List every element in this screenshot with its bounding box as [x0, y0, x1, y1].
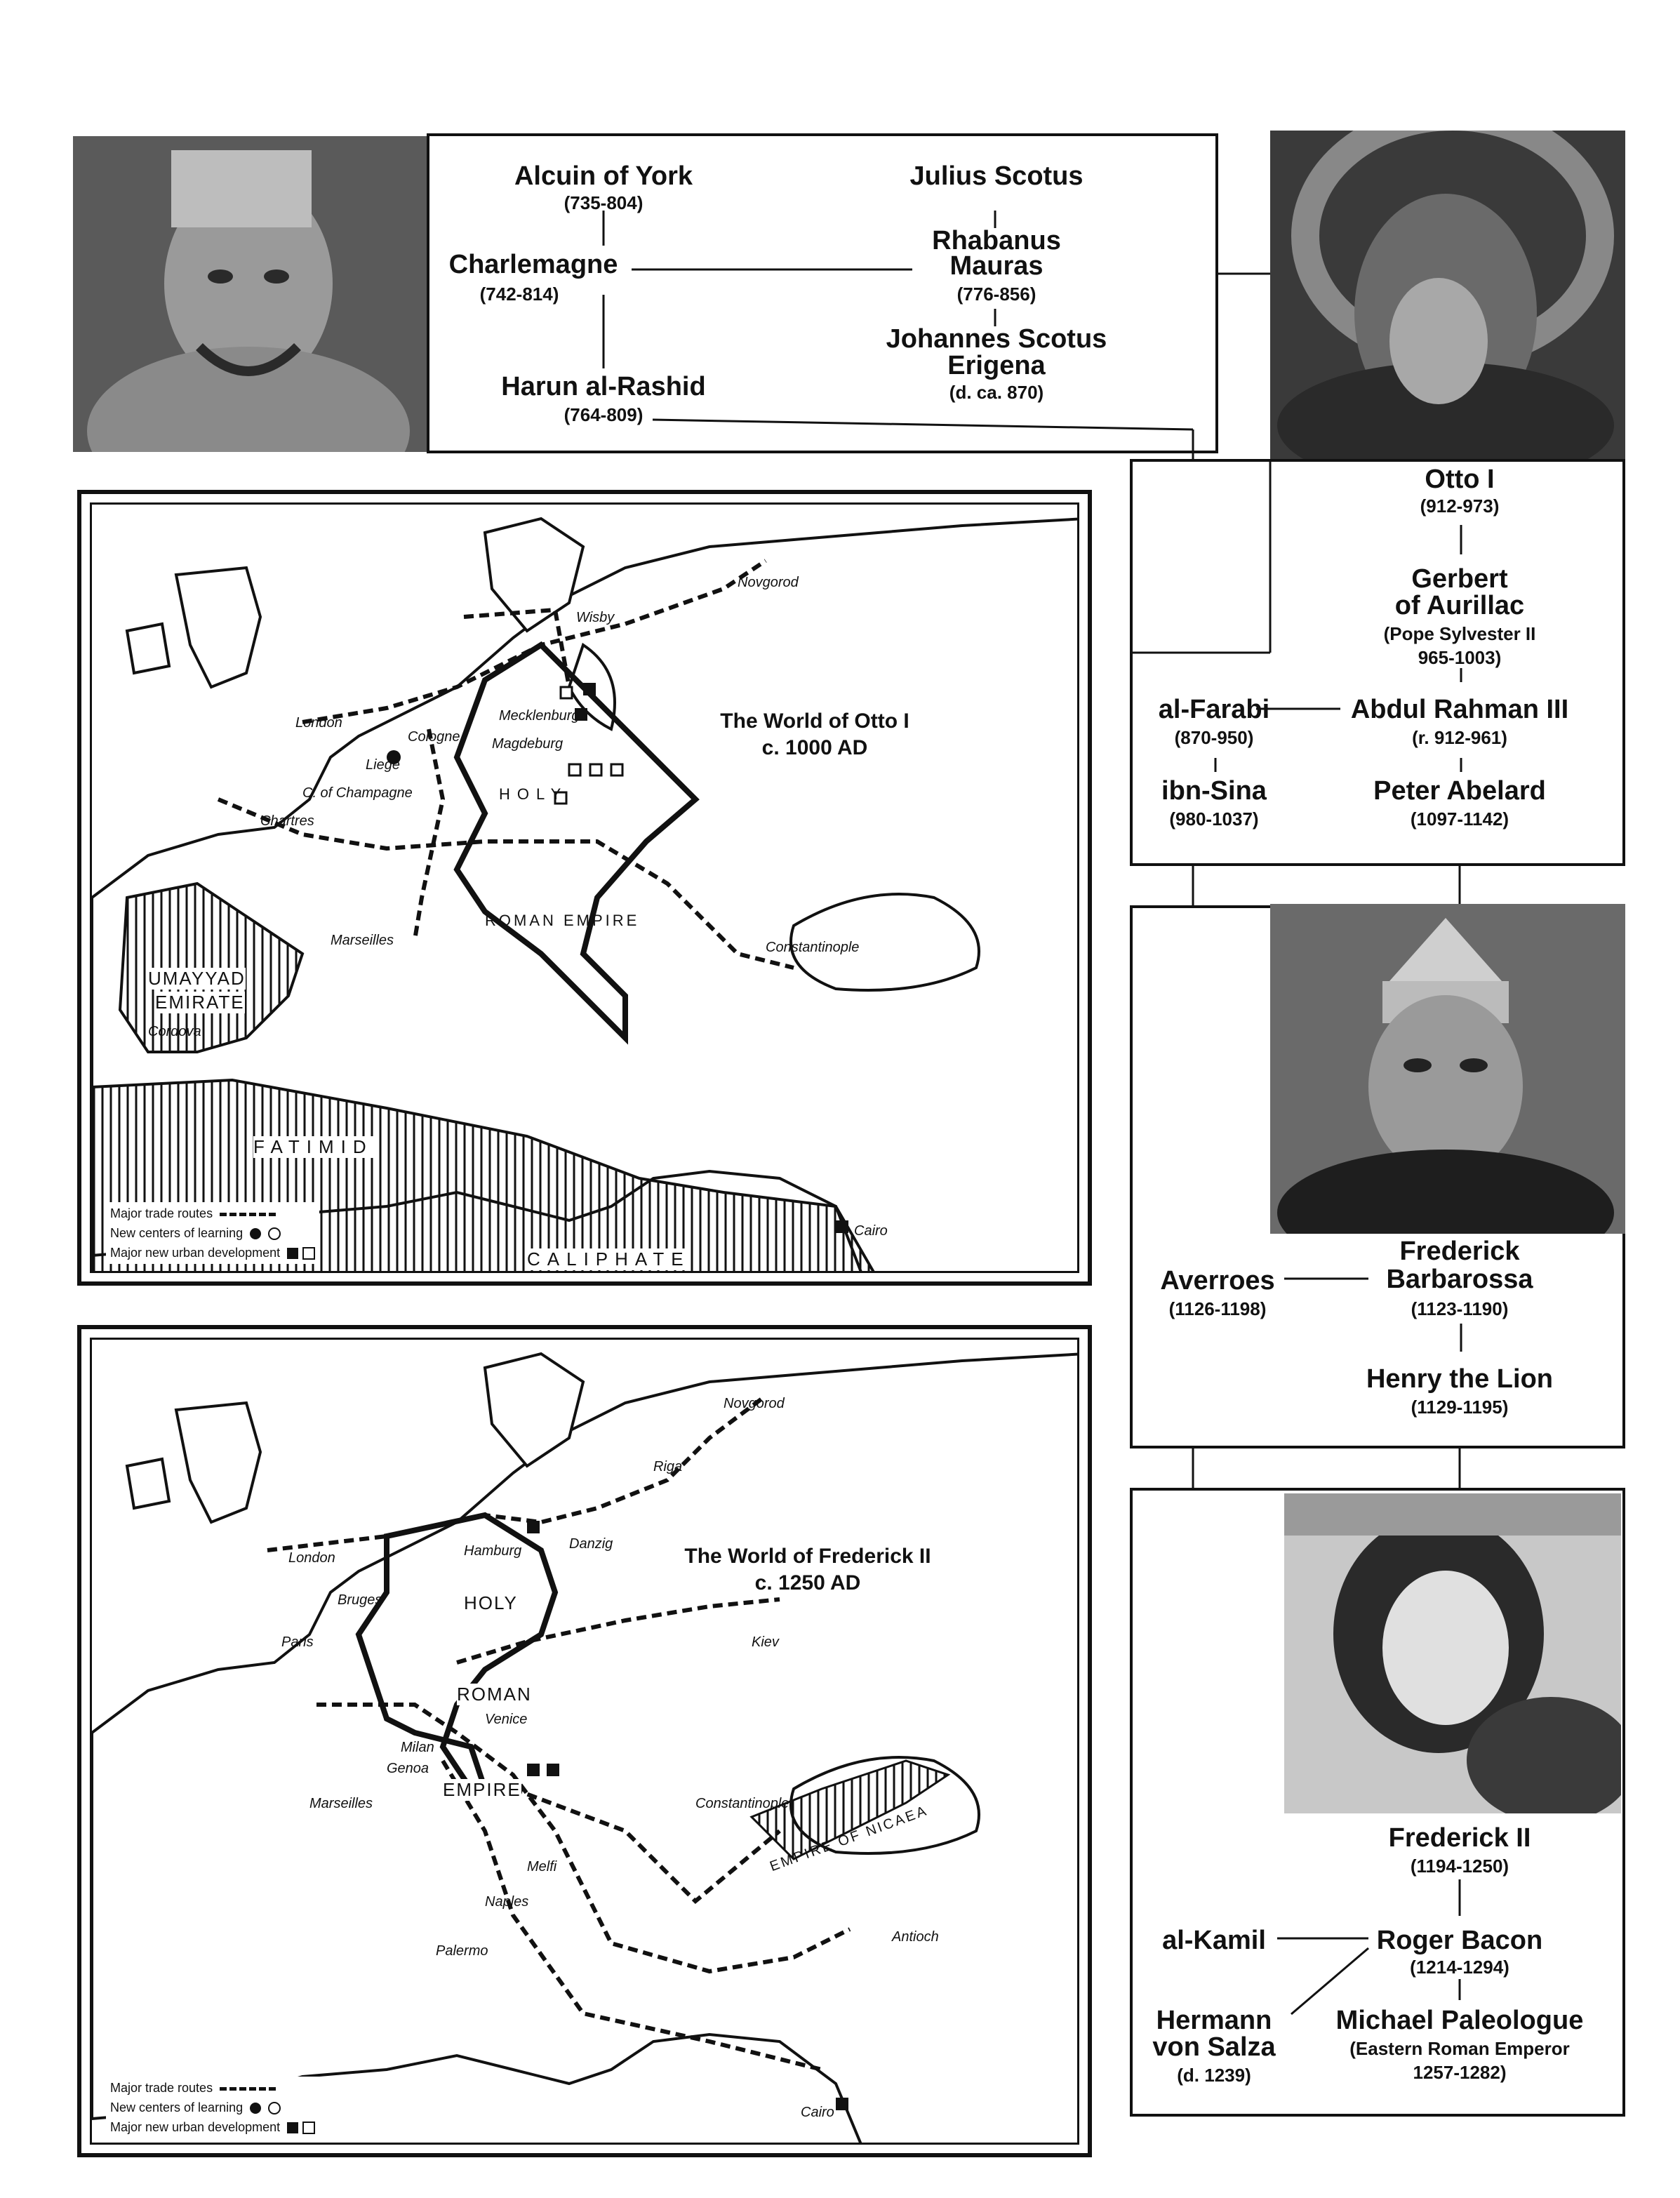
abdul-name: Abdul Rahman III [1350, 695, 1569, 724]
alcuin-dates: (735-804) [564, 192, 644, 213]
map-otto-title [681, 708, 948, 761]
city-bruges: Bruges [338, 1592, 382, 1608]
legend-urban-label: Major new urban development [110, 2120, 281, 2134]
abelard-dates: (1097-1142) [1410, 808, 1509, 830]
legend-trade-row [110, 1204, 315, 1223]
learning-filled-dot-icon [250, 2103, 261, 2114]
city-liege: Liege [366, 757, 400, 773]
city-hamburg: Hamburg [464, 1543, 522, 1559]
map-otto-title-line2: c. 1000 AD [761, 735, 868, 759]
johannes-dates: (d. ca. 870) [949, 382, 1044, 403]
region-umayyad: UMAYYAD [148, 968, 246, 989]
urban-filled-square-icon [287, 1248, 298, 1259]
region-holy: HOLY [499, 785, 568, 803]
otto-dates: (912-973) [1420, 495, 1500, 517]
map-frederick-drawing [92, 1340, 1079, 2145]
abelard-name: Peter Abelard [1373, 776, 1546, 806]
city-riga: Riga [653, 1459, 683, 1474]
alcuin-name: Alcuin of York [514, 161, 693, 191]
urban-open-square-icon [302, 2122, 315, 2134]
city-cordova: Cordova [148, 1024, 201, 1039]
city-chartres: Chartres [260, 813, 314, 829]
gerbert-name-2: of Aurillac [1394, 591, 1525, 620]
bacon-name: Roger Bacon [1376, 1926, 1543, 1955]
region-fatimid: FATIMID [253, 1136, 373, 1157]
city-london: London [288, 1550, 335, 1566]
legend-urban-label: Major new urban development [110, 1246, 281, 1260]
city-marseilles: Marseilles [309, 1796, 373, 1811]
learning-open-dot-icon [268, 2102, 281, 2114]
farabi-dates: (870-950) [1174, 727, 1254, 748]
city-danzig: Danzig [569, 1536, 613, 1552]
hermann-name-1: Hermann [1156, 2006, 1272, 2035]
urban-filled-square-icon [287, 2122, 298, 2133]
legend-learning-label: New centers of learning [110, 2100, 244, 2114]
rhabanus-name-2: Mauras [949, 251, 1044, 281]
julius-name: Julius Scotus [909, 161, 1084, 191]
harun-name: Harun al-Rashid [501, 372, 706, 401]
city-constantinople: Constantinople [766, 940, 860, 955]
city-venice: Venice [485, 1712, 528, 1727]
learning-open-dot-icon [268, 1227, 281, 1240]
legend-learning-row [110, 2098, 315, 2117]
region-empire: EMPIRE [443, 1779, 521, 1800]
city-wisby: Wisby [576, 610, 615, 625]
city-champagne: C. of Champagne [302, 785, 413, 801]
farabi-name: al-Farabi [1158, 695, 1270, 724]
legend-urban-row [110, 1243, 315, 1263]
region-roman-empire: ROMAN EMPIRE [485, 912, 640, 929]
hermann-dates: (d. 1239) [1177, 2065, 1251, 2086]
frederick-name-1: Frederick [1399, 1237, 1520, 1266]
region-caliphate: CALIPHATE [527, 1248, 691, 1270]
michael-note: (Eastern Roman Emperor [1349, 2038, 1570, 2059]
frederick2-dates: (1194-1250) [1410, 1856, 1509, 1877]
gerbert-dates: 965-1003) [1418, 647, 1502, 668]
region-emirate: EMIRATE [155, 992, 245, 1013]
map-otto [77, 490, 1092, 1286]
city-marseilles: Marseilles [331, 933, 394, 948]
map-frederick-title-line1: The World of Frederick II [684, 1545, 931, 1568]
rhabanus-dates: (776-856) [956, 284, 1036, 305]
michael-name: Michael Paleologue [1335, 2006, 1584, 2035]
michael-dates: 1257-1282) [1413, 2062, 1507, 2083]
legend-trade-label: Major trade routes [110, 2081, 213, 2095]
johannes-name-1: Johannes Scotus [886, 324, 1107, 354]
map-frederick-inner [90, 1338, 1079, 2145]
city-antioch: Antioch [892, 1929, 939, 1945]
otto-name: Otto I [1425, 465, 1495, 494]
city-genoa: Genoa [387, 1761, 429, 1776]
city-mecklenburg: Mecklenburg [499, 708, 580, 724]
region-holy: HOLY [464, 1592, 518, 1613]
trade-route-swatch [220, 2087, 276, 2091]
sina-name: ibn-Sina [1161, 776, 1267, 806]
frederick-name-2: Barbarossa [1386, 1265, 1533, 1294]
city-kiev: Kiev [752, 1634, 779, 1650]
city-milan: Milan [401, 1740, 434, 1755]
legend-trade-row [110, 2078, 315, 2098]
averroes-dates: (1126-1198) [1168, 1298, 1267, 1319]
kamil-name: al-Kamil [1162, 1926, 1266, 1955]
city-palermo: Palermo [436, 1943, 488, 1959]
city-paris: Paris [281, 1634, 314, 1650]
map-frederick-title-line2: c. 1250 AD [754, 1571, 861, 1594]
urban-open-square-icon [302, 1247, 315, 1260]
city-london: London [295, 715, 342, 731]
legend-urban-row [110, 2117, 315, 2137]
harun-dates: (764-809) [564, 404, 644, 425]
city-cairo: Cairo [801, 2105, 834, 2120]
map-otto-inner [90, 502, 1079, 1273]
legend-trade-label: Major trade routes [110, 1206, 213, 1220]
map-otto-legend [106, 1202, 319, 1264]
region-nicaea: EMPIRE OF NICAEA [768, 1802, 931, 1875]
hermann-name-2: von Salza [1152, 2032, 1276, 2062]
map-frederick [77, 1325, 1092, 2157]
gerbert-note: (Pope Sylvester II [1383, 623, 1536, 644]
legend-learning-label: New centers of learning [110, 1226, 244, 1240]
trade-route-swatch [220, 1213, 276, 1216]
city-constantinople: Constantinople [695, 1796, 789, 1811]
city-cologne: Cologne [408, 729, 460, 745]
henry-dates: (1129-1195) [1411, 1397, 1509, 1418]
rhabanus-name-1: Rhabanus [932, 226, 1061, 255]
frederick2-name: Frederick II [1388, 1823, 1531, 1853]
averroes-name: Averroes [1160, 1266, 1275, 1296]
bacon-dates: (1214-1294) [1410, 1957, 1509, 1978]
city-magdeburg: Magdeburg [492, 736, 564, 752]
map-frederick-legend [106, 2077, 319, 2138]
city-novgorod: Novgorod [738, 575, 799, 590]
charlemagne-name: Charlemagne [448, 250, 618, 279]
frederick-dates: (1123-1190) [1411, 1298, 1509, 1319]
city-novgorod: Novgorod [724, 1396, 785, 1411]
henry-name: Henry the Lion [1366, 1364, 1554, 1394]
learning-filled-dot-icon [250, 1228, 261, 1239]
city-melfi: Melfi [527, 1859, 557, 1874]
map-otto-title-line1: The World of Otto I [720, 710, 909, 733]
johannes-name-2: Erigena [947, 351, 1046, 380]
abdul-dates: (r. 912-961) [1412, 727, 1507, 748]
city-naples: Naples [485, 1894, 529, 1910]
map-frederick-title [667, 1543, 948, 1596]
sina-dates: (980-1037) [1169, 808, 1259, 830]
legend-learning-row [110, 1223, 315, 1243]
gerbert-name-1: Gerbert [1411, 564, 1508, 594]
charlemagne-dates: (742-814) [479, 284, 559, 305]
city-cairo: Cairo [854, 1223, 888, 1239]
region-roman: ROMAN [457, 1684, 532, 1705]
